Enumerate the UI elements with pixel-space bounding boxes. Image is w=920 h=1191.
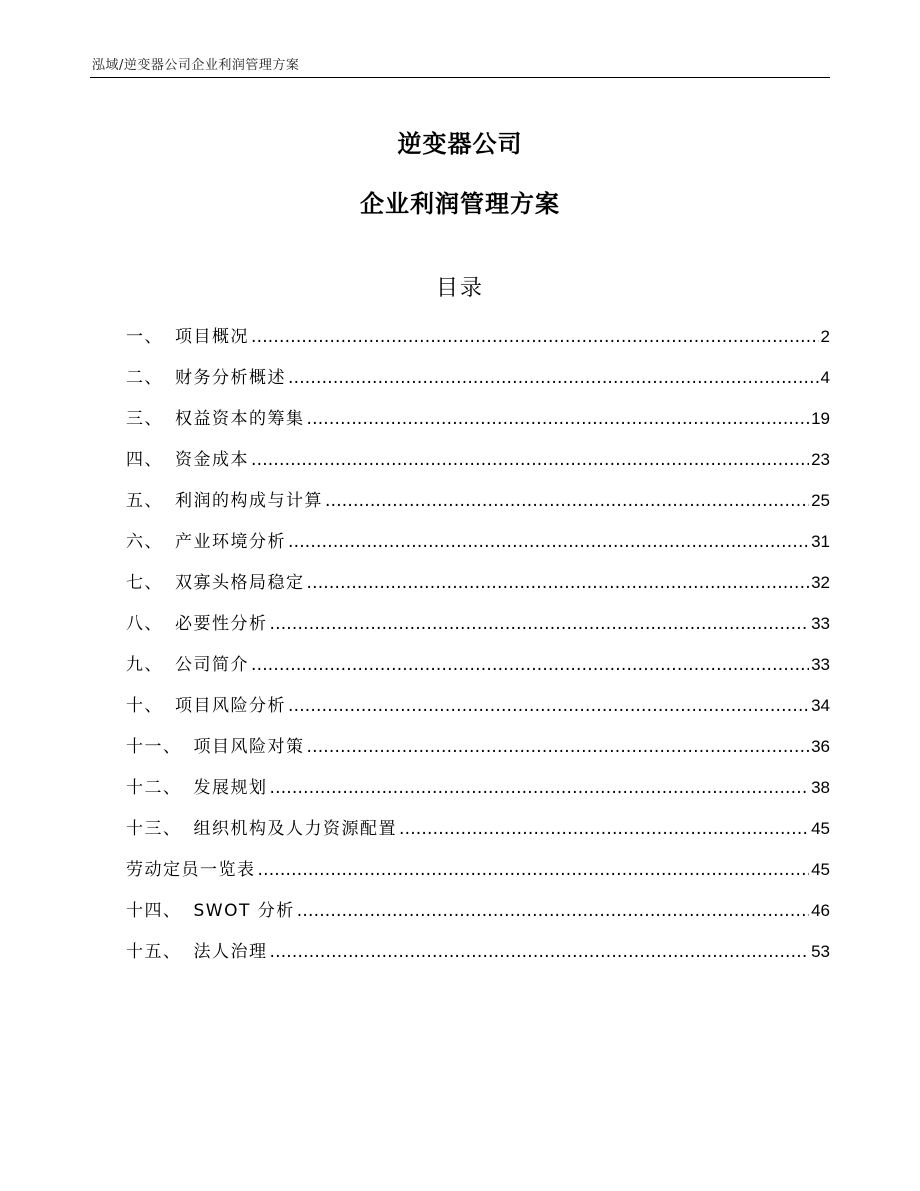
toc-dot-leader <box>325 491 809 511</box>
toc-entry-page-number: 34 <box>811 696 830 715</box>
toc-dot-leader <box>258 860 810 880</box>
toc-entry[interactable] <box>126 445 830 486</box>
toc-entry[interactable] <box>126 568 830 609</box>
toc-entry[interactable] <box>126 486 830 527</box>
toc-entry-number: 七、 <box>126 573 163 593</box>
toc-dot-leader <box>270 778 810 798</box>
toc-entry-page-number: 33 <box>811 614 830 633</box>
toc-entry-number: 五、 <box>126 491 163 511</box>
toc-entry-number: 十、 <box>126 696 163 716</box>
toc-entry-title: 双寡头格局稳定 <box>175 573 305 593</box>
toc-entry[interactable] <box>126 773 830 814</box>
toc-heading: 目录 <box>435 276 484 301</box>
toc-entry-number: 八、 <box>126 614 163 634</box>
toc-entry-page-number: 46 <box>811 901 830 920</box>
toc-entry-page-number: 45 <box>811 819 830 838</box>
toc-entry[interactable] <box>126 527 830 568</box>
toc-entry-page-number: 36 <box>811 737 830 756</box>
toc-dot-leader <box>307 409 810 429</box>
toc-entry-title: 权益资本的筹集 <box>175 409 305 429</box>
toc-entry-number: 十一、 <box>126 737 182 757</box>
document-title-line2: 企业利润管理方案 <box>360 190 560 218</box>
toc-entry-title: 组织机构及人力资源配置 <box>193 819 397 839</box>
toc-entry[interactable] <box>126 896 830 937</box>
toc-entry-title: SWOT 分析 <box>193 901 295 921</box>
toc-dot-leader <box>251 655 809 675</box>
toc-entry[interactable] <box>126 650 830 691</box>
toc-entry-page-number: 45 <box>811 860 830 879</box>
toc-entry-number: 六、 <box>126 532 163 552</box>
toc-entry-title: 法人治理 <box>193 942 268 962</box>
header-rule <box>90 77 830 78</box>
toc-entry-title: 项目概况 <box>175 327 249 347</box>
toc-entry-title: 公司简介 <box>175 655 249 675</box>
toc-entry-page-number: 53 <box>811 942 830 961</box>
toc-dot-leader <box>251 450 809 470</box>
toc-entry[interactable] <box>126 609 830 650</box>
toc-entry-title: 劳动定员一览表 <box>126 860 256 880</box>
toc-dot-leader <box>307 737 810 757</box>
toc-entry[interactable] <box>126 404 830 445</box>
toc-entry[interactable] <box>126 814 830 855</box>
toc-dot-leader <box>399 819 809 839</box>
toc-entry-title: 资金成本 <box>175 450 249 470</box>
toc-entry-number: 十三、 <box>126 819 182 839</box>
toc-entry-number: 十五、 <box>126 942 182 962</box>
toc-entry-title: 产业环境分析 <box>175 532 286 552</box>
toc-entry-title: 项目风险对策 <box>193 737 305 757</box>
toc-entry-page-number: 31 <box>811 532 830 551</box>
toc-entry-page-number: 2 <box>820 327 830 346</box>
toc-entry-number: 十二、 <box>126 778 182 798</box>
toc-entry[interactable] <box>126 691 830 732</box>
toc-entry[interactable] <box>126 732 830 773</box>
toc-dot-leader <box>251 327 819 347</box>
toc-entry-page-number: 23 <box>811 450 830 469</box>
toc-entry-number: 二、 <box>126 368 163 388</box>
toc-entry-page-number: 32 <box>811 573 830 592</box>
toc-dot-leader <box>288 696 809 716</box>
toc-dot-leader <box>270 942 810 962</box>
toc-dot-leader <box>288 532 809 552</box>
toc-entry-number: 九、 <box>126 655 163 675</box>
toc-entry-title: 利润的构成与计算 <box>175 491 323 511</box>
toc-entry-page-number: 19 <box>811 409 830 428</box>
toc-entry-number: 三、 <box>126 409 163 429</box>
toc-entry-number: 四、 <box>126 450 163 470</box>
toc-entry-title: 财务分析概述 <box>175 368 286 388</box>
toc-entry-number: 十四、 <box>126 901 182 921</box>
toc-entry-page-number: 38 <box>811 778 830 797</box>
toc-dot-leader <box>307 573 810 593</box>
toc-entry-title: 必要性分析 <box>175 614 268 634</box>
document-title-line1: 逆变器公司 <box>397 130 523 158</box>
toc-entry-title: 发展规划 <box>193 778 268 798</box>
toc-entry-page-number: 4 <box>820 368 830 387</box>
toc-entry[interactable] <box>126 937 830 978</box>
table-of-contents <box>126 322 830 978</box>
running-header: 泓域/逆变器公司企业利润管理方案 <box>92 58 300 73</box>
toc-dot-leader <box>297 901 809 921</box>
toc-entry-title: 项目风险分析 <box>175 696 286 716</box>
toc-entry-page-number: 25 <box>811 491 830 510</box>
toc-entry-page-number: 33 <box>811 655 830 674</box>
toc-entry-number: 一、 <box>126 327 163 347</box>
toc-dot-leader <box>270 614 810 634</box>
toc-entry[interactable] <box>126 363 830 404</box>
toc-entry[interactable] <box>126 322 830 363</box>
toc-entry[interactable] <box>126 855 830 896</box>
toc-dot-leader <box>288 368 819 388</box>
